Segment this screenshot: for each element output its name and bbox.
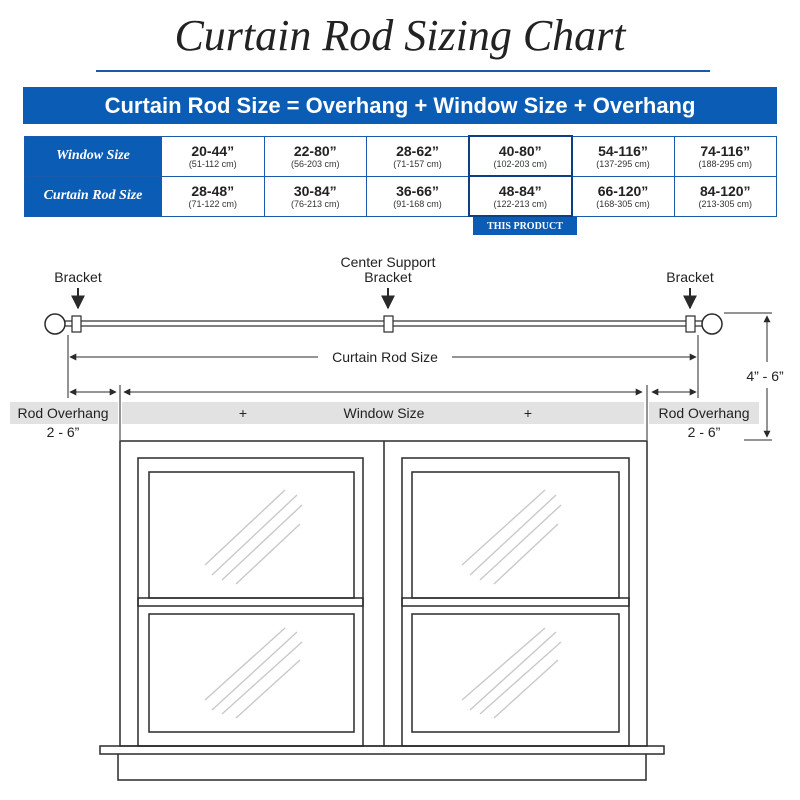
bracket-right-label: Bracket [666, 269, 714, 285]
right-upper-pane [412, 472, 619, 598]
window-apron [118, 754, 646, 780]
row-header-window-size: Window Size [25, 136, 162, 176]
left-upper-pane [149, 472, 354, 598]
overhang-left-range: 2 - 6” [46, 424, 80, 440]
window-illustration [100, 441, 664, 780]
plus-left: + [238, 405, 248, 421]
overhang-right-range: 2 - 6” [687, 424, 721, 440]
bracket-right-icon [686, 316, 695, 332]
rod-overhang-right-label: Rod Overhang [658, 405, 750, 421]
bracket-left-label: Bracket [54, 269, 102, 285]
rod-size-cell-highlighted: 48-84” (122-213 cm) [469, 176, 572, 216]
window-size-cell: 54-116” (137-295 cm) [572, 136, 675, 176]
left-sash [138, 458, 363, 746]
plus-right: + [523, 405, 533, 421]
window-sill [100, 746, 664, 754]
center-support-label: Center Support [340, 254, 436, 270]
window-size-cell: 74-116” (188-295 cm) [674, 136, 777, 176]
left-meeting-rail [138, 598, 363, 606]
right-lower-pane [412, 614, 619, 732]
glass-reflections [205, 490, 561, 718]
rod-overhang-left-label: Rod Overhang [17, 405, 109, 421]
rod-size-cell: 84-120” (213-305 cm) [674, 176, 777, 216]
rod-size-cell: 28-48” (71-122 cm) [162, 176, 265, 216]
window-size-cell: 20-44” (51-112 cm) [162, 136, 265, 176]
rod-size-cell: 36-66” (91-168 cm) [367, 176, 470, 216]
center-bracket-label: Bracket [364, 269, 412, 285]
rod-size-cell: 66-120” (168-305 cm) [572, 176, 675, 216]
right-sash [402, 458, 629, 746]
right-meeting-rail [402, 598, 629, 606]
finial-right-icon [702, 314, 722, 334]
curtain-rod-size-label: Curtain Rod Size [332, 349, 438, 365]
center-bracket-icon [384, 316, 393, 332]
this-product-badge: THIS PRODUCT [473, 217, 577, 235]
window-size-cell: 28-62” (71-157 cm) [367, 136, 470, 176]
window-size-cell: 22-80” (56-203 cm) [264, 136, 367, 176]
window-size-label: Window Size [343, 405, 425, 421]
bracket-left-icon [72, 316, 81, 332]
rod-size-cell: 30-84” (76-213 cm) [264, 176, 367, 216]
row-header-curtain-rod-size: Curtain Rod Size [25, 176, 162, 216]
height-range-label: 4” - 6” [746, 368, 784, 384]
finial-left-icon [45, 314, 65, 334]
chart-title: Curtain Rod Sizing Chart [174, 11, 626, 60]
formula-banner: Curtain Rod Size = Overhang + Window Size + Overhang [23, 87, 777, 124]
window-size-cell-highlighted: 40-80” (102-203 cm) [469, 136, 572, 176]
